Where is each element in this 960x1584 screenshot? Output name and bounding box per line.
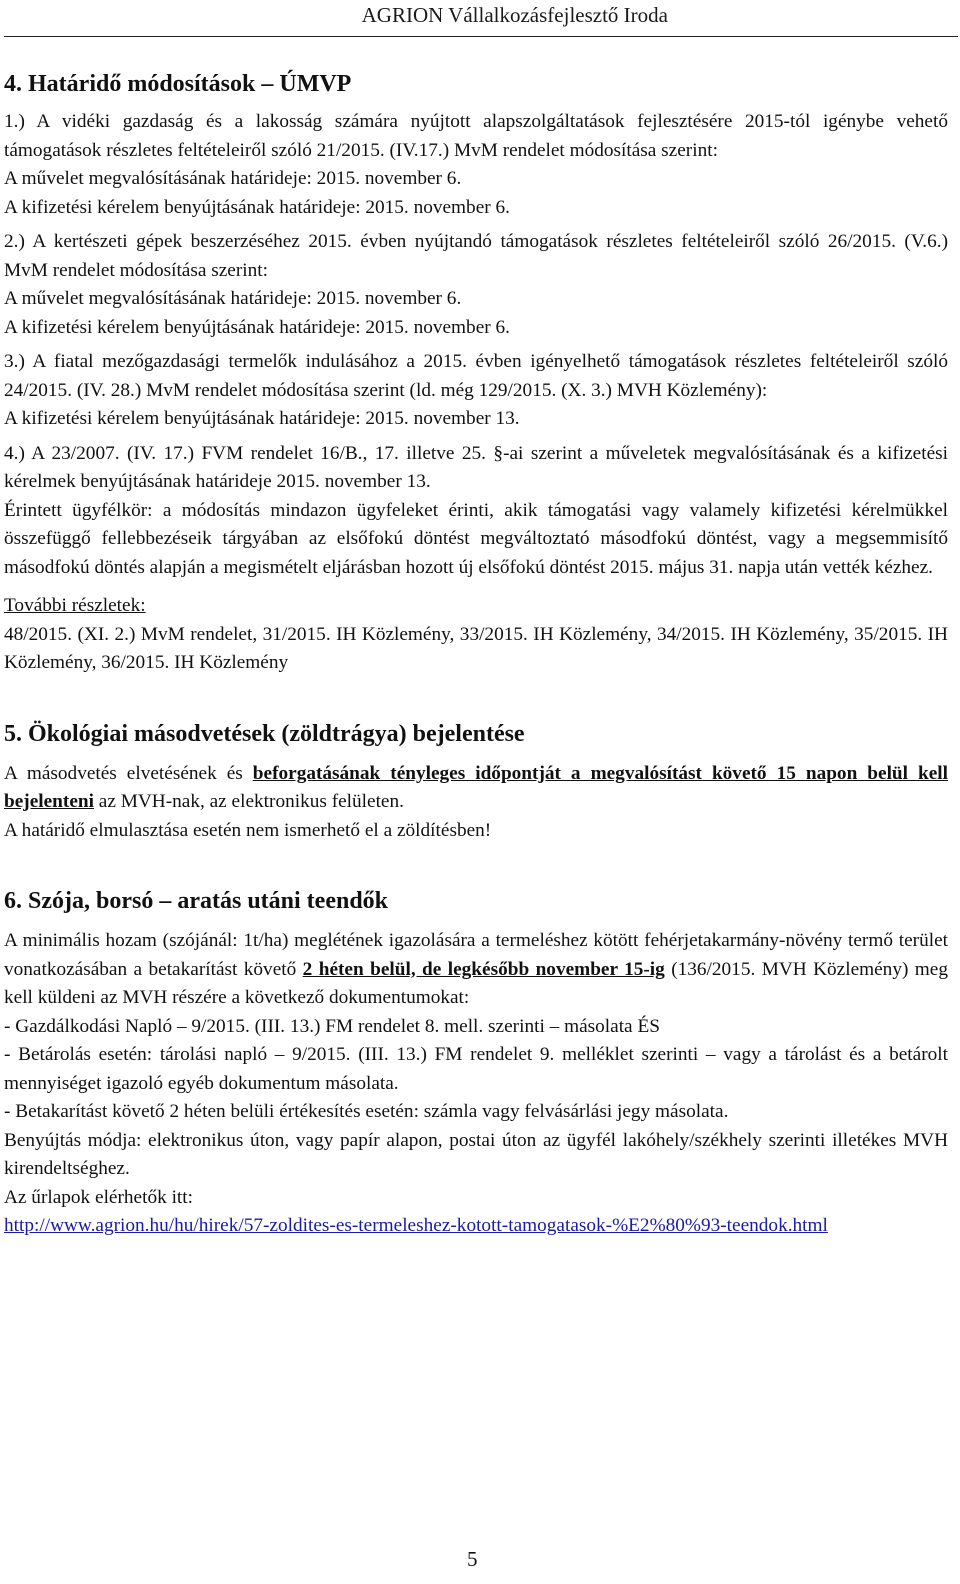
section-4-item-4	[4, 440, 948, 497]
section-5-emphasis: beforgatásának tényleges időpontját a megvalósítást követő 15 napon belül kell bejelenteni	[4, 762, 949, 812]
section-4-item-1-deadline-operation: A művelet megvalósításának határideje: 2015. november 6.	[4, 168, 462, 189]
more-details-label: További részletek:	[4, 595, 146, 616]
section-4-item-3: 3.) A fiatal mezőgazdasági termelők indulásához a 2015. évben igényelhető támogatások részletes feltételeiről szóló 24/2015. (IV. 28.) MvM rendelet módosítása szerint (ld. még 129/2015. (X. 3.) MVH Közlemény):	[4, 351, 948, 401]
section-6-title: 6. Szója, borsó – aratás utáni teendők	[4, 888, 389, 914]
section-4-item-4-start: 4.) A 23/2007. (IV. 17.) FVM rendelet 16/B., 17. illetve 25.	[4, 442, 486, 464]
section-4-item-4-end: -ai szerint a műveletek megvalósításának és a kifizetési kérelmek benyújtásának határideje 2015. november 13.	[4, 442, 948, 492]
section-4-item-3-deadline-payment: A kifizetési kérelem benyújtásának határideje: 2015. november 13.	[4, 408, 520, 429]
more-details-text: 48/2015. (XI. 2.) MvM rendelet, 31/2015. IH Közlemény, 33/2015. IH Közlemény, 34/2015. IH Közlemény, 35/2015. IH Közlemény, 36/2015. IH Közlemény	[4, 623, 948, 673]
page-header: AGRION Vállalkozásfejlesztő Iroda	[361, 3, 668, 27]
section-5-warning: A határidő elmulasztása esetén nem ismerhető el a zöldítésben!	[4, 819, 492, 841]
section-5-text-end: az MVH-nak, az elektronikus felületen.	[93, 791, 404, 812]
section-5-text-start: A másodvetés elvetésének és	[4, 762, 253, 784]
section-6-intro-end: (136/2015. MVH Közlemény) meg kell küldeni az MVH részére a következő dokumentumokat:	[4, 958, 948, 1008]
section-6-intro-start: A minimális hozam (szójánál: 1t/ha) meglétének igazolására a termeléshez kötött fehérjetakarmány-növény termő terület vonatkozásában a betakarítást követő	[4, 930, 948, 980]
section-6-intro	[4, 927, 948, 1013]
submission-method: Benyújtás módja: elektronikus úton, vagy papír alapon, postai úton az ügyfél lakóhely/székhely szerinti illetékes MVH kirendeltséghez.	[4, 1129, 948, 1179]
section-4-item-2-deadline-payment: A kifizetési kérelem benyújtásának határideje: 2015. november 6.	[4, 316, 510, 338]
document-list-item-3: - Betakarítást követő 2 héten belüli értékesítés esetén: számla vagy felvásárlási jegy másolata.	[4, 1101, 729, 1122]
header-divider	[4, 36, 958, 37]
section-4-item-1: 1.) A vidéki gazdaság és a lakosság számára nyújtott alapszolgáltatások fejlesztésére 2015-tól igénybe vehető támogatások részletes feltételeiről szóló 21/2015. (IV.17.) MvM rendelet módosítása szerint:	[4, 111, 948, 161]
forms-available-label: Az űrlapok elérhetők itt:	[4, 1186, 193, 1208]
section-5-paragraph	[4, 760, 948, 817]
paragraph-sign: §	[493, 442, 504, 464]
section-4-title: 4. Határidő módosítások – ÚMVP	[4, 71, 352, 97]
page-number: 5	[467, 1547, 478, 1571]
section-4-item-2: 2.) A kertészeti gépek beszerzéséhez 2015. évben nyújtandó támogatások részletes feltételeiről szóló 26/2015. (V.6.) MvM rendelet módosítása szerint:	[4, 231, 948, 281]
section-6-deadline-emphasis: 2 héten belül, de legkésőbb november 15-ig	[302, 958, 665, 980]
section-4-item-1-deadline-payment: A kifizetési kérelem benyújtásának határideje: 2015. november 6.	[4, 196, 510, 218]
forms-link-line	[4, 1212, 948, 1241]
section-4-item-2-deadline-operation: A művelet megvalósításának határideje: 2015. november 6.	[4, 288, 462, 309]
forms-link[interactable]: http://www.agrion.hu/hu/hirek/57-zoldites-es-termeleshez-kotott-tamogatasok-%E2%80%93-teendok.html	[4, 1215, 828, 1236]
page-content	[4, 68, 948, 1241]
document-list-item-2: - Betárolás esetén: tárolási napló – 9/2015. (III. 13.) FM rendelet 9. melléklet szerinti – vagy a tárolást és a betárolt mennyiséget igazoló egyéb dokumentum másolata.	[4, 1044, 948, 1094]
affected-clients-paragraph: Érintett ügyfélkör: a módosítás mindazon ügyfeleket érinti, akik támogatási vagy valamely kifizetési kérelmükkel összefüggő fellebbezéseik tárgyában az elsőfokú döntést megváltoztató másodfokú döntést, vagy a megsemmisítő másodfokú döntés alapján a megismételt eljárásban hozott új elsőfokú döntést 2015. május 31. napja után vették kézhez.	[4, 499, 948, 578]
section-5-title: 5. Ökológiai másodvetések (zöldtrágya) bejelentése	[4, 720, 525, 747]
document-list-item-1: - Gazdálkodási Napló – 9/2015. (III. 13.) FM rendelet 8. mell. szerinti – másolata ÉS	[4, 1015, 660, 1037]
